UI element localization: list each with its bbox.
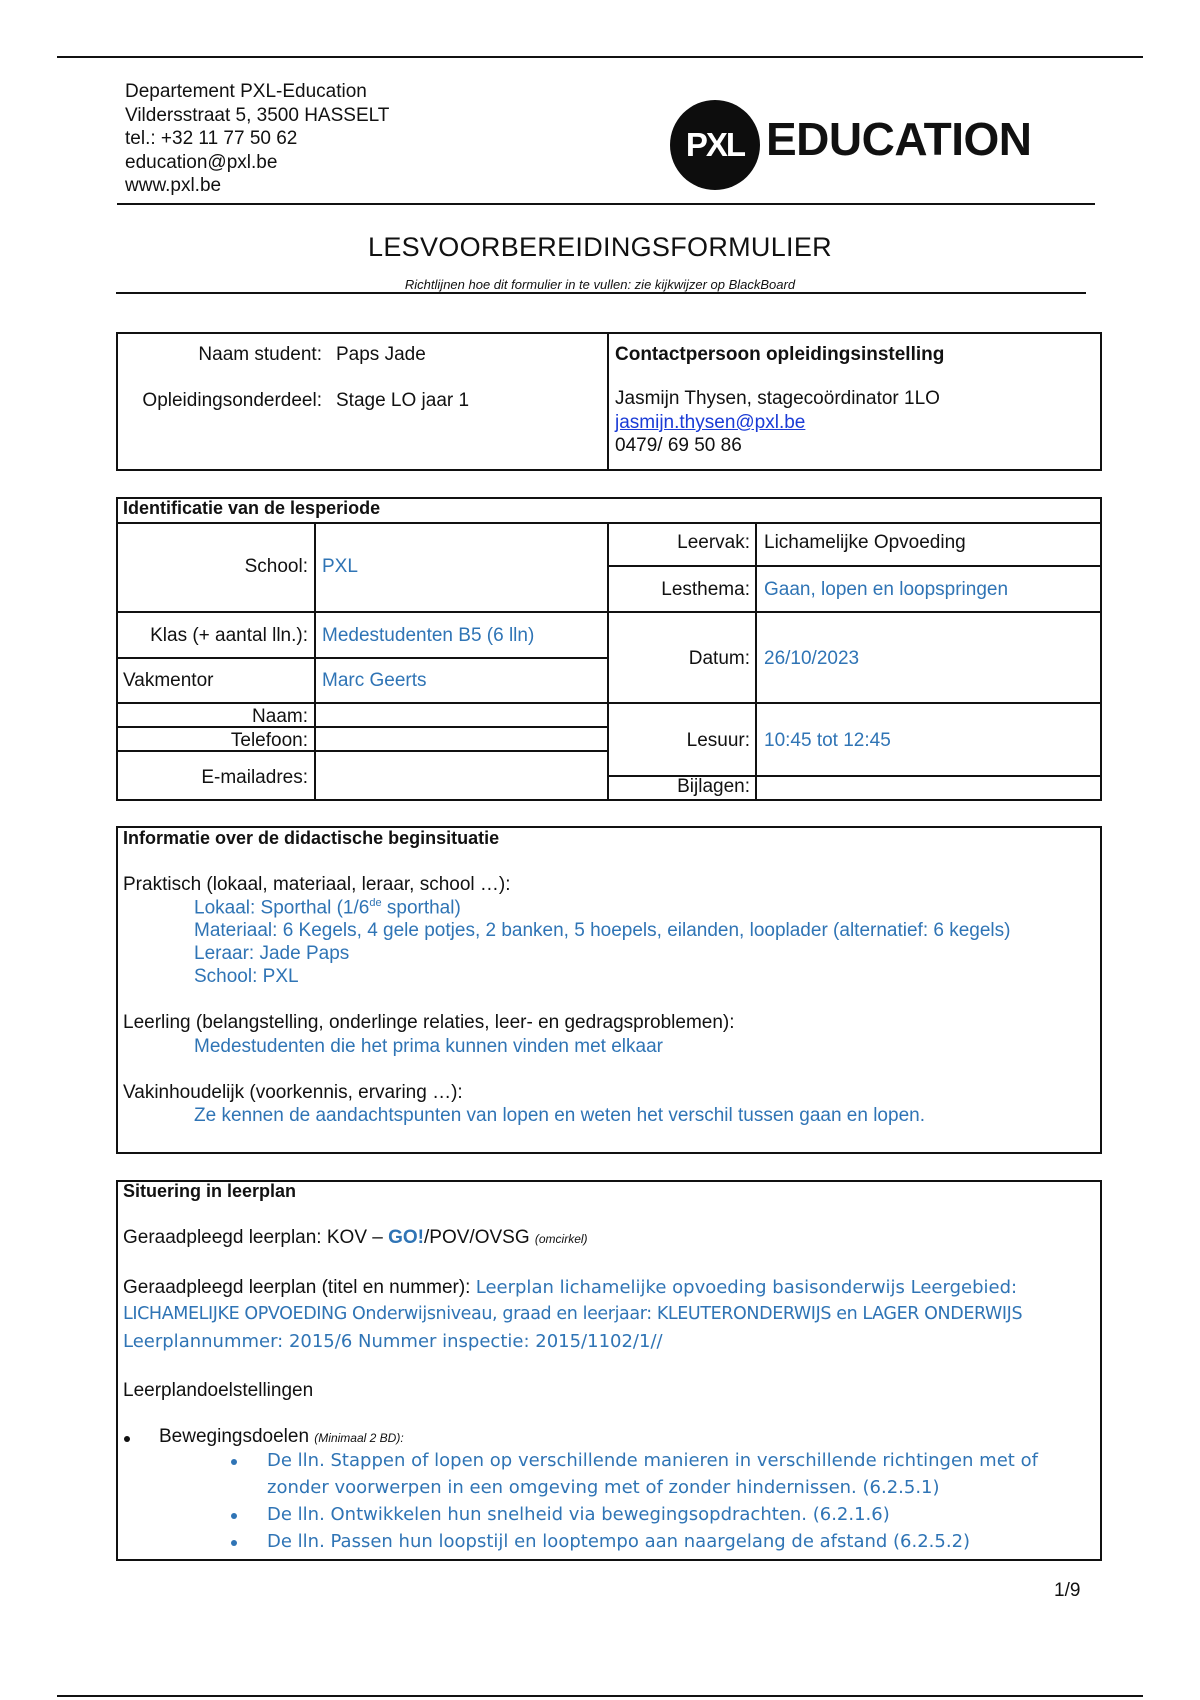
vakmentor-label: Vakmentor [123,670,214,691]
doel-item-continued: zonder voorwerpen in een omgeving met of zonder hindernissen. (6.2.5.1) [267,1477,940,1498]
row-line [116,657,609,659]
address-line: tel.: +32 11 77 50 62 [125,128,298,149]
doel-item: De lln. Ontwikkelen hun snelheid via bewegingsopdrachten. (6.2.1.6) [267,1504,890,1525]
naam-student-value: Paps Jade [336,344,426,365]
row-line [607,565,1102,567]
vakmentor-value: Marc Geerts [322,670,427,691]
naam-student-label: Naam student: [198,344,322,365]
omcirkel-note: (omcirkel) [534,1232,588,1246]
leervak-label: Leervak: [677,532,750,553]
lesthema-label: Lesthema: [661,579,750,600]
school-label: School: [244,556,308,577]
page-title: LESVOORBEREIDINGSFORMULIER [368,232,832,262]
row-line [116,726,609,728]
doel-item: De lln. Stappen of lopen op verschillende manieren in verschillende richtingen met of [267,1450,1038,1471]
contact-heading: Contactpersoon opleidingsinstelling [615,344,945,365]
row-line [116,611,609,613]
materiaal-text: Materiaal: 6 Kegels, 4 gele potjes, 2 banken, 5 hoepels, eilanden, looplader (alternatief: 6 kegels) [194,920,1011,941]
school-text: School: PXL [194,966,299,987]
bullet-icon [124,1436,130,1442]
lokaal-sup: de [369,897,382,909]
klas-label: Klas (+ aantal lln.): [150,625,308,646]
opleidingsonderdeel-value: Stage LO jaar 1 [336,390,470,411]
titel-value-3: Leerplannummer: 2015/6 Nummer inspectie: 2015/1102/1// [123,1331,663,1352]
bullet-icon [231,1540,237,1546]
logo-word: EDUCATION [766,113,1032,165]
lesuur-label: Lesuur: [686,730,750,751]
titel-label: Geraadpleegd leerplan (titel en nummer): [123,1277,476,1298]
go-option: GO! [388,1227,425,1248]
vakinhoudelijk-value: Ze kennen de aandachtspunten van lopen en weten het verschil tussen gaan en lopen. [194,1105,925,1126]
doelstellingen-label: Leerplandoelstellingen [123,1380,314,1401]
lokaal-text [194,897,461,919]
doel-item: De lln. Passen hun loopstijl en looptempo aan naargelang de afstand (6.2.5.2) [267,1531,971,1552]
top-rule [57,56,1143,58]
titel-value-2: LICHAMELIJKE OPVOEDING Onderwijsniveau, graad en leerjaar: KLEUTERONDERWIJS en LAGER ONDERWIJS [123,1304,1023,1324]
titel-leerplan [123,1277,1017,1299]
school-value: PXL [322,556,358,577]
opleidingsonderdeel-label: Opleidingsonderdeel: [142,390,322,411]
beginsituatie-heading: Informatie over de didactische beginsituatie [123,828,500,848]
contact-name: Jasmijn Thysen, stagecoördinator 1LO [615,388,940,409]
col-line [755,522,757,801]
title-rule [116,292,1086,294]
logo-mark: PXL [685,126,745,163]
row-line [116,522,1102,524]
leervak-value: Lichamelijke Opvoeding [764,532,966,553]
geraadpleegd-leerplan [123,1227,588,1249]
leerling-value: Medestudenten die het prima kunnen vinden met elkaar [194,1036,663,1057]
naam-label: Naam: [252,706,308,727]
geraadpleegd-label: Geraadpleegd leerplan: KOV – [123,1227,389,1248]
praktisch-label: Praktisch (lokaal, materiaal, leraar, school …): [123,874,511,895]
lokaal-pre: Lokaal: Sporthal (1/6 [194,897,370,919]
email-label: E-mailadres: [201,767,308,788]
datum-label: Datum: [688,648,750,669]
lesthema-value: Gaan, lopen en loopspringen [764,579,1009,600]
row-line [607,702,1102,704]
leraar-text: Leraar: Jade Paps [194,943,350,964]
row-line [116,702,609,704]
contact-email-link[interactable]: jasmijn.thysen@pxl.be [615,412,806,433]
leerplan-heading: Situering in leerplan [123,1181,297,1201]
bullet-icon [231,1513,237,1519]
telefoon-label: Telefoon: [230,730,308,751]
vakinhoudelijk-label: Vakinhoudelijk (voorkennis, ervaring …): [123,1082,463,1103]
address-block [125,80,389,198]
bewegingsdoelen-label: Bewegingsdoelen [159,1426,315,1447]
col-line [314,522,316,801]
address-line: www.pxl.be [125,175,222,196]
page-number: 1/9 [1054,1580,1081,1601]
leerling-label: Leerling (belangstelling, onderlinge relaties, leer- en gedragsproblemen): [123,1012,735,1033]
lesuur-value: 10:45 tot 12:45 [764,730,891,751]
row-line [116,750,609,752]
klas-value: Medestudenten B5 (6 lln) [322,625,535,646]
bottom-rule [57,1695,1143,1697]
address-line: Departement PXL-Education [125,81,367,102]
bewegingsdoelen-note: (Minimaal 2 BD): [314,1431,404,1445]
contact-phone: 0479/ 69 50 86 [615,435,742,456]
titel-value-1: Leerplan lichamelijke opvoeding basisonderwijs Leergebied: [475,1277,1018,1298]
header-rule [117,203,1095,205]
lokaal-post: sporthal) [381,897,461,919]
page-subtitle: Richtlijnen hoe dit formulier in te vullen: zie kijkwijzer op BlackBoard [404,277,796,292]
bullet-icon [231,1459,237,1465]
pxl-education-logo [670,100,1070,190]
identificatie-heading: Identificatie van de lesperiode [123,498,381,518]
address-line: Vildersstraat 5, 3500 HASSELT [125,104,390,126]
row-line [607,611,1102,613]
bewegingsdoelen [159,1426,404,1448]
col-line [607,522,609,801]
bijlagen-label: Bijlagen: [677,776,750,797]
address-line: education@pxl.be [125,151,278,173]
student-box-divider [607,332,609,471]
geraadpleegd-rest: /POV/OVSG [424,1227,535,1248]
datum-value: 26/10/2023 [764,648,860,669]
